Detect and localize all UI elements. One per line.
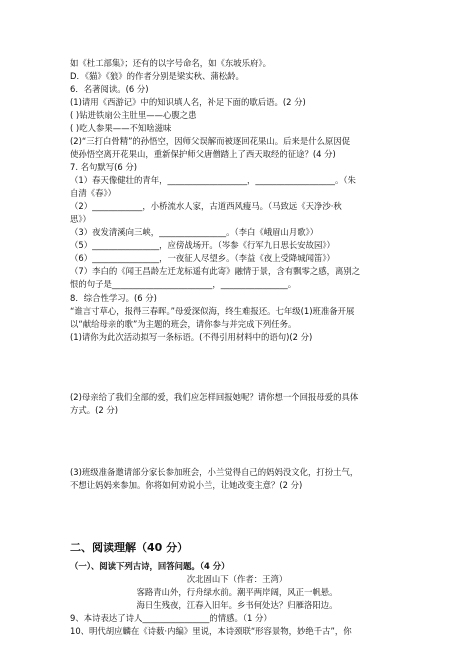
text-line: （3）夜发清溪向三峡，________________。（李白《峨眉山月歌》） bbox=[70, 227, 319, 237]
subsection-heading: （一）、阅读下列古诗，回答问题。（4 分） bbox=[70, 561, 230, 571]
text-line: （1）春天像健壮的青年，___________________，___________________。（朱 bbox=[70, 175, 356, 185]
text-line: 不想让妈妈来参加。你将如何劝说小兰，让她改变主意？(2 分) bbox=[70, 480, 303, 490]
question-7-title: 7. 名句默写(6 分) bbox=[70, 162, 138, 172]
text-line: (3)班级准备邀请部分家长参加班会，小兰觉得自己的妈妈没文化，打扮土气， bbox=[70, 467, 359, 477]
text-line: 思》） bbox=[70, 214, 91, 224]
text-line: （7）李白的《闻王昌龄左迁龙标遥有此寄》融情于景，含有飘零之感，离别之 bbox=[70, 266, 361, 276]
text-line: (2)“三打白骨精”的孙悟空，因师父误解而被逐回花果山。后来是什么原因促 bbox=[70, 136, 351, 146]
section-heading: 二、阅读理解（40 分） bbox=[70, 542, 189, 553]
text-line: 自清《春》） bbox=[70, 188, 117, 198]
poem-line: 海日生残夜，江春入旧年。乡书何处达？归雁洛阳边。 bbox=[136, 600, 338, 610]
text-line: 使孙悟空离开花果山，重新保护师父唐僧踏上了西天取经的征途？(4 分) bbox=[70, 149, 336, 159]
poem-line: 客路青山外，行舟绿水前。潮平两岸阔，风正一帆悬。 bbox=[136, 587, 338, 597]
text-line: 恨的句子是________________________，________________。 bbox=[70, 279, 297, 289]
text-line: “谁言寸草心，报得三春晖。”母爱深似海，终生难报还。七年级(1)班准备开展 bbox=[70, 306, 355, 316]
text-line: ( )钻进铁扇公主肚里——心腹之患 bbox=[70, 110, 197, 120]
text-line: (1)请用《西游记》中的知识填人名，补足下面的歇后语。(2 分) bbox=[70, 97, 306, 107]
text-line: D．《猫》《狼》的作者分别是梁实秋、蒲松龄。 bbox=[70, 71, 244, 81]
text-line: 如《杜工部集》；还有的以字号命名，如《东坡乐府》。 bbox=[70, 58, 271, 68]
text-line: （2）____________，小桥流水人家，古道西风瘦马。（马致远《天净沙·秋 bbox=[70, 201, 342, 211]
text-line: ( )吃人参果——不知啥滋味 bbox=[70, 123, 172, 133]
text-line: （5）________________，应傍战场开。（岑参《行军九日思长安故园》） bbox=[70, 240, 335, 250]
text-line: (2)母亲给了我们全部的爱，我们应怎样回报她呢？请你想一个回报母爱的具体 bbox=[70, 392, 359, 402]
question-6-title: 6．名著阅读。(6 分) bbox=[70, 84, 149, 94]
question-10: 10、明代胡应麟在《诗薮·内编》里说，本诗颈联“形容景物，妙绝千古”，你 bbox=[70, 626, 352, 636]
text-line: （6）________________，一夜征人尽望乡。（李益《夜上受降城闻笛》） bbox=[70, 253, 335, 263]
text-line: (1)请你为此次活动拟写一条标语。(不得引用材料中的语句)(2 分) bbox=[70, 332, 313, 342]
question-9: 9、本诗表达了诗人________________的情感。（1 分） bbox=[70, 613, 272, 623]
poem-title: 次北固山下（作者：王湾） bbox=[186, 574, 288, 584]
text-line: 以“献给母亲的歌”为主题的班会，请你参与并完成下列任务。 bbox=[70, 319, 297, 329]
question-8-title: 8．综合性学习。(6 分) bbox=[70, 293, 157, 303]
text-line: 方式。(2 分) bbox=[70, 405, 119, 415]
